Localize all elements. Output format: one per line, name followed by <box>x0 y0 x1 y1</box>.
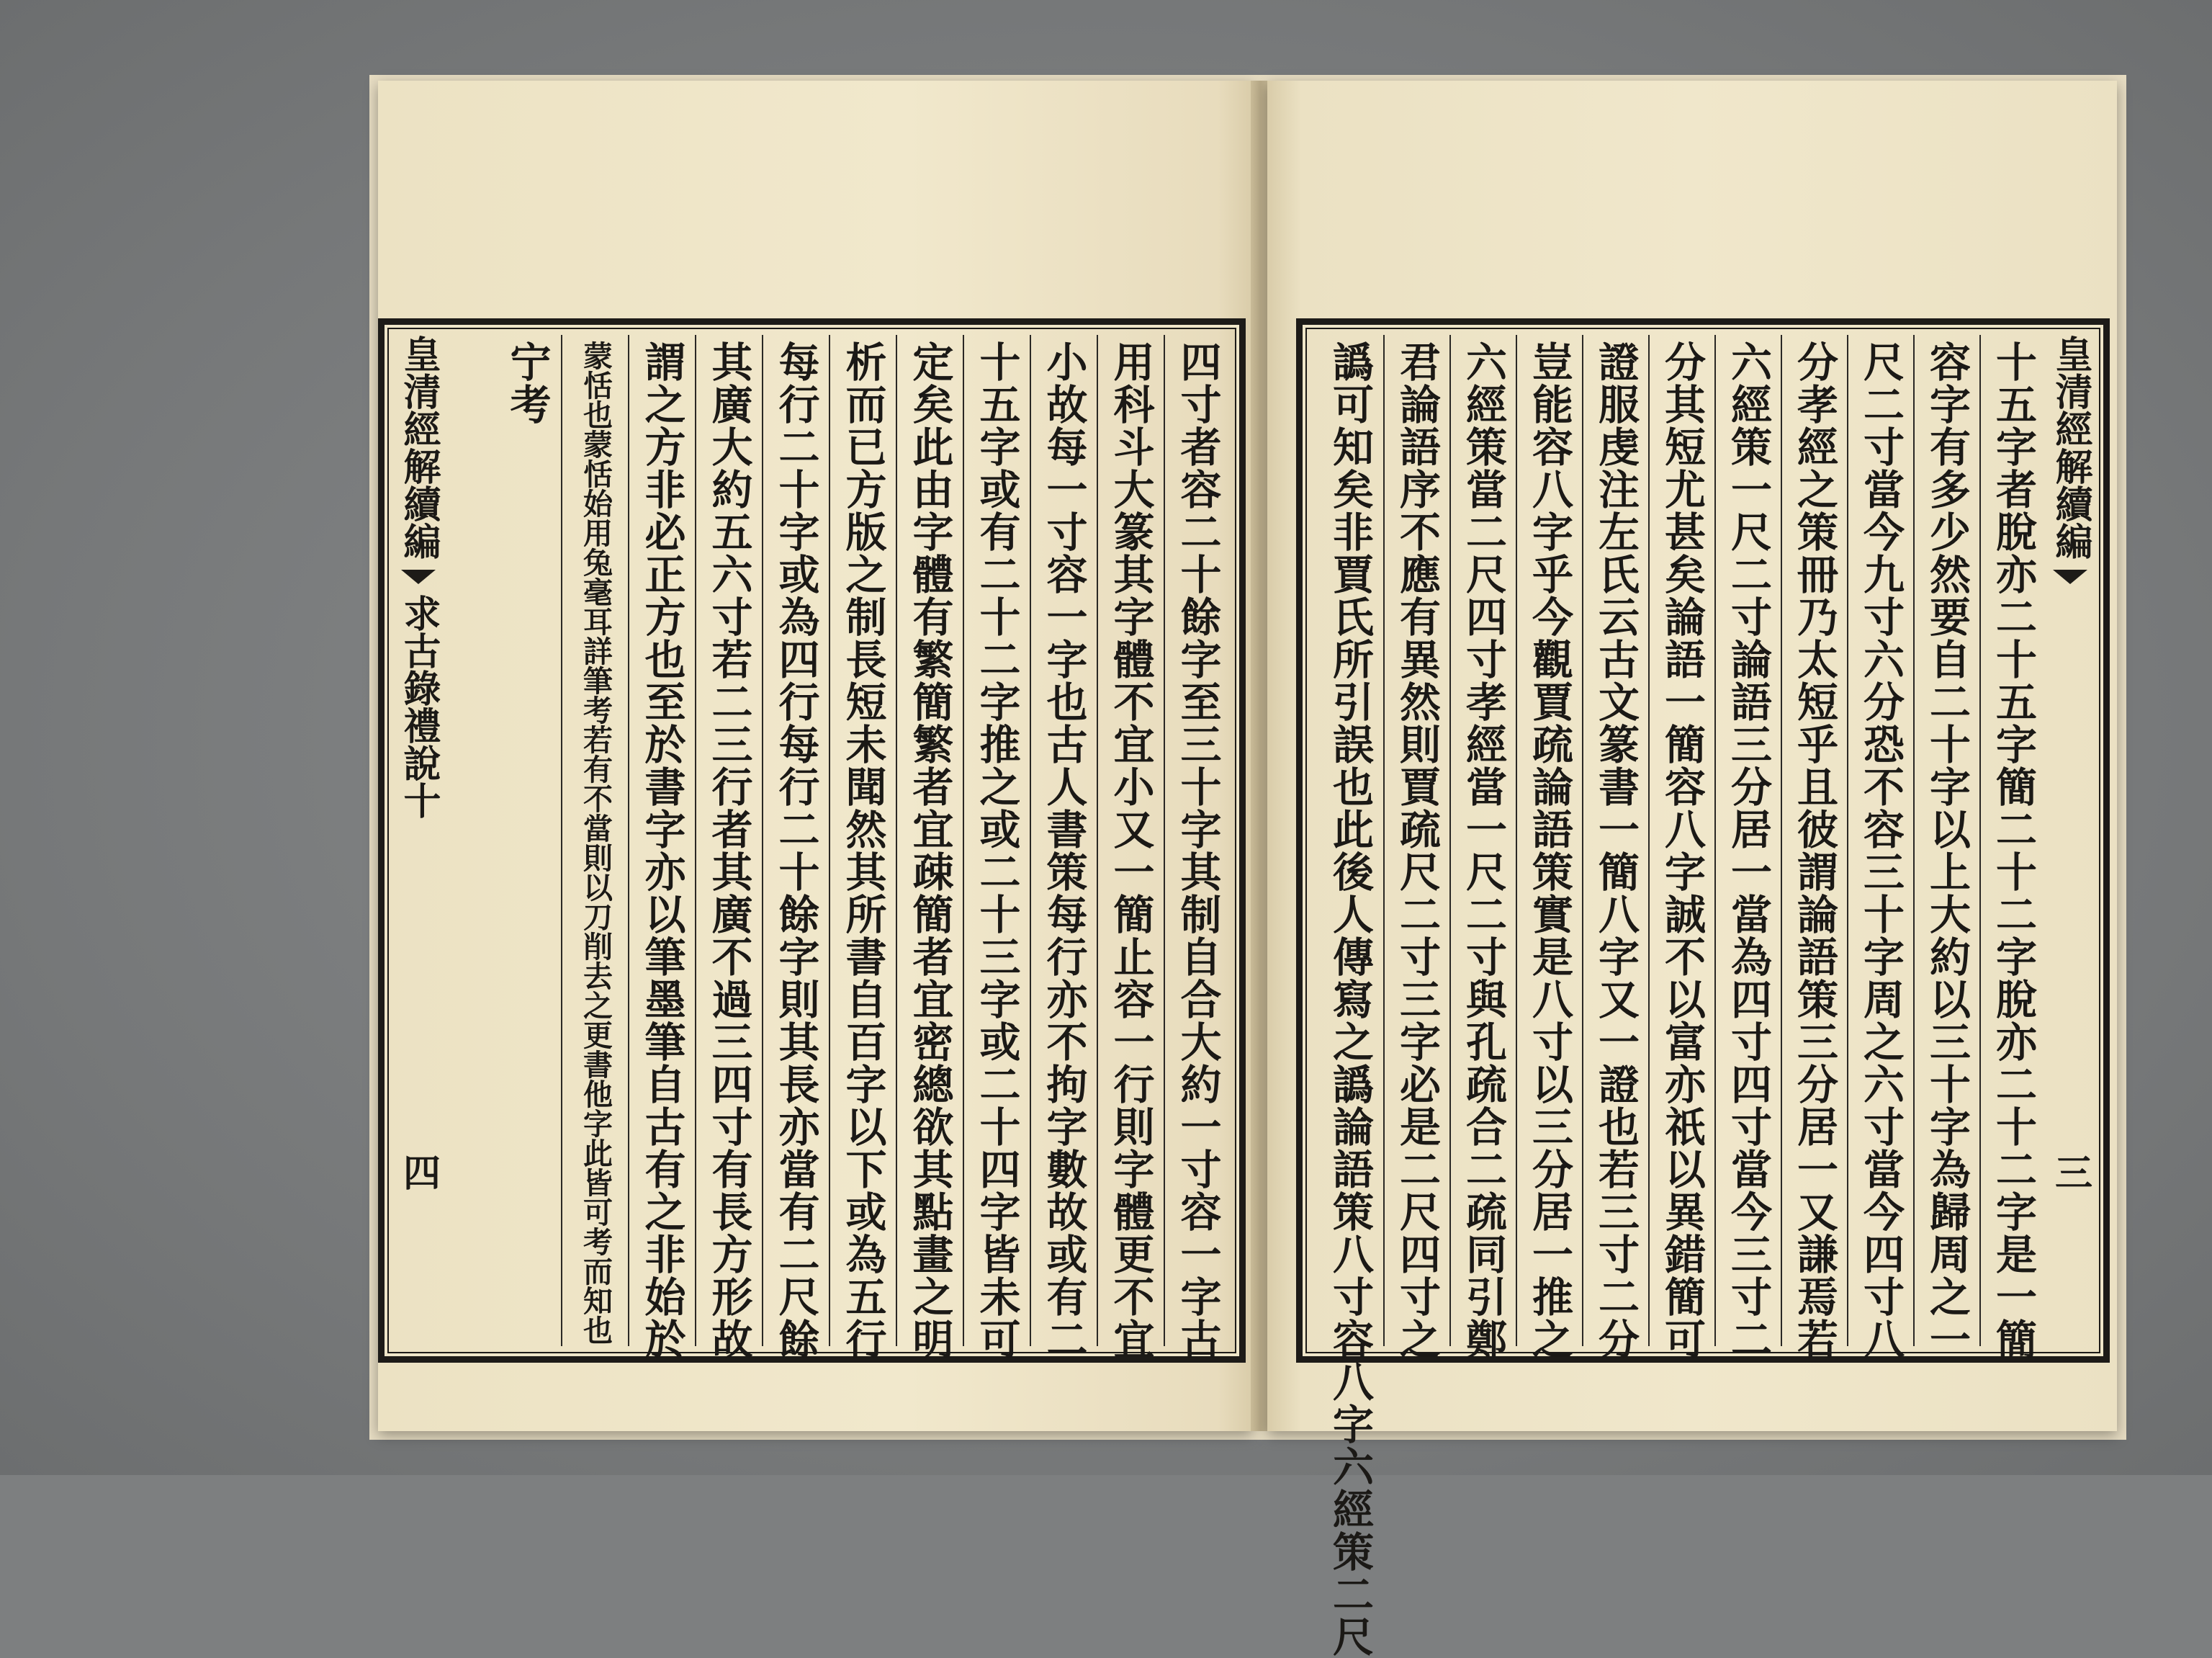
left-column <box>1030 335 1097 1361</box>
right-column-text: 豈能容八字乎今觀賈疏論語策實是八寸以三分居一推之 <box>1525 341 1574 1361</box>
left-column-text: 每行二十字或為四行每行二十餘字則其長亦當有二尺餘 <box>772 341 820 1361</box>
right-column <box>1714 335 1781 1361</box>
left-column-text: 宁考 <box>503 341 552 426</box>
left-column <box>628 335 695 1361</box>
right-column <box>1383 335 1449 1361</box>
left-column-text: 定矣此由字體有繁簡繁者宜疎簡者宜密總欲其點畫之明 <box>906 341 954 1361</box>
right-column-text: 分其短尤甚矣論語一簡容八字誠不以富亦祇以異錯簡可 <box>1658 341 1707 1361</box>
right-column <box>1781 335 1847 1361</box>
right-banxin <box>2047 325 2093 1356</box>
left-column <box>494 335 561 1346</box>
right-column <box>1449 335 1516 1361</box>
right-column <box>1582 335 1648 1361</box>
left-folio: 四 <box>396 1153 441 1191</box>
right-column <box>1913 335 1979 1361</box>
right-column-text: 六經策當二尺四寸孝經當一尺二寸與孔疏合二疏同引鄭 <box>1459 341 1508 1361</box>
right-column-text: 六經策一尺二寸論語三分居一當為四寸四寸當今三寸二 <box>1724 341 1773 1361</box>
left-banxin <box>396 325 441 1356</box>
right-column-text: 君論語序不應有異然則賈疏尺二寸三字必是二尺四寸之 <box>1393 341 1442 1361</box>
left-column <box>1097 335 1164 1361</box>
fish-tail-mark <box>401 570 436 584</box>
left-column-text: 十五字或有二十二字推之或二十三字或二十四字皆未可 <box>973 341 1021 1361</box>
left-column-text: 謂之方非必正方也至於書字亦以筆墨筆自古有之非始於 <box>638 341 686 1361</box>
left-column-text: 用科斗大篆其字體不宜小又一簡止容一行則字體更不宜 <box>1107 341 1155 1361</box>
right-columns <box>1311 335 2046 1658</box>
right-column <box>1317 335 1383 1658</box>
left-column-text: 四寸者容二十餘字至三十字其制自合大約一寸容一字古 <box>1174 341 1222 1361</box>
left-text-frame <box>378 318 1246 1363</box>
right-column-text: 譌可知矣非賈氏所引誤也此後人傳寫之譌論語策八寸容八字六經策二尺 <box>1326 341 1375 1658</box>
left-column <box>561 335 628 1346</box>
left-column <box>695 335 762 1361</box>
right-text-frame <box>1296 318 2110 1658</box>
right-column-text: 容字有多少然要自二十字以上大約以三十字為歸周之一 <box>1923 341 1972 1361</box>
right-column <box>1979 335 2046 1361</box>
right-folio: 三 <box>2048 1153 2092 1191</box>
left-column <box>963 335 1030 1361</box>
right-banxin-title: 皇清經解續編 <box>2049 335 2092 560</box>
right-column-text: 十五字者脫亦二十五字簡二十二字脫亦二十二字是一簡 <box>1989 341 2038 1361</box>
right-column <box>1516 335 1582 1361</box>
left-banxin-subtitle: 求古錄禮說十 <box>397 594 441 819</box>
right-column-text: 分孝經之策冊乃太短乎且彼謂論語策三分居一又謙焉若 <box>1790 341 1839 1361</box>
left-column-text: 蒙恬也蒙恬始用兔毫耳詳筆考若有不當則以刀削去之更書他字此皆可考而知也 <box>578 341 613 1345</box>
open-book <box>364 72 2157 1658</box>
left-page <box>378 81 1253 1431</box>
left-column <box>1164 335 1231 1361</box>
left-column-text: 析而已方版之制長短未聞然其所書自百字以下或為五行 <box>839 341 887 1361</box>
left-column-text: 其廣大約五六寸若二三行者其廣不過三四寸有長方形故 <box>705 341 753 1361</box>
left-column <box>829 335 896 1361</box>
right-column <box>1648 335 1714 1361</box>
left-columns <box>393 335 1231 1361</box>
right-column-text: 證服虔注左氏云古文篆書一簡八字又一證也若三寸二分 <box>1591 341 1640 1361</box>
fish-tail-mark <box>2053 570 2087 584</box>
left-column <box>762 335 829 1361</box>
right-column-text: 尺二寸當今九寸六分恐不容三十字周之六寸當今四寸八 <box>1856 341 1905 1361</box>
right-page <box>1267 81 2117 1658</box>
left-banxin-title: 皇清經解續編 <box>397 335 441 560</box>
right-column <box>1847 335 1913 1361</box>
left-column <box>896 335 963 1361</box>
left-column-text: 小故每一寸容一字也古人書策每行亦不拘字數故或有二 <box>1040 341 1088 1361</box>
